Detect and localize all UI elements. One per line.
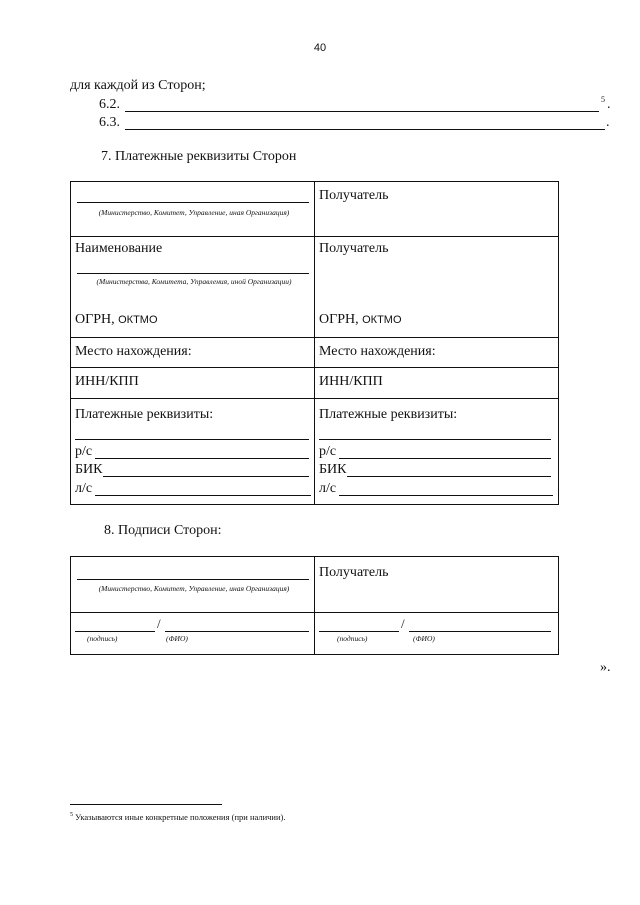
signature-org-line [77, 579, 309, 580]
location-cell-left [71, 338, 315, 368]
signature-slash-right: / [401, 616, 405, 631]
payment-details-label-left: Платежные реквизиты: [75, 407, 214, 422]
name-line [77, 273, 309, 274]
item-6-2-blank-line [125, 111, 599, 112]
page-number: 40 [313, 42, 327, 54]
table-row [71, 368, 559, 399]
signature-org-cell [71, 557, 315, 613]
rs-label-left: р/с [75, 444, 93, 459]
location-cell-right [315, 338, 559, 368]
inn-cell-right [315, 368, 559, 399]
footnote-separator [70, 804, 222, 805]
oktmo-label-right: ОКТМО [362, 314, 402, 326]
signature-caption-left: (подпись) [87, 634, 118, 643]
org-caption: (Министерство, Комитет, Управление, иная Организация) [98, 208, 290, 217]
table-row [71, 237, 559, 338]
org-name-line [77, 202, 309, 203]
item-6-2-end: . [607, 97, 611, 112]
item-6-2-number: 6.2. [99, 97, 120, 112]
signature-cell-right [315, 613, 559, 655]
payment-details-line-right [319, 439, 551, 440]
location-label-right: Место нахождения: [319, 344, 436, 359]
section-8-title: 8. Подписи Сторон: [104, 523, 222, 538]
footnote [70, 812, 285, 822]
bik-line-left [103, 476, 309, 477]
inn-kpp-label-left: ИНН/КПП [75, 374, 139, 389]
inn-kpp-label-right: ИНН/КПП [319, 374, 383, 389]
table-row [71, 613, 559, 655]
bik-line-right [347, 476, 551, 477]
payment-details-label-right: Платежные реквизиты: [319, 407, 458, 422]
fio-line-left [165, 631, 309, 632]
item-6-3-end: . [606, 115, 610, 130]
signature-org-caption: (Министерство, Комитет, Управление, иная Организация) [98, 584, 290, 593]
fio-caption-left: (ФИО) [166, 634, 188, 643]
ogrn-label-right: ОГРН, [319, 312, 359, 327]
signature-slash-left: / [157, 616, 161, 631]
rs-line-right [339, 458, 551, 459]
table-row [71, 182, 559, 237]
signature-cell-left [71, 613, 315, 655]
item-6-3-number: 6.3. [99, 115, 120, 130]
inn-cell-left [71, 368, 315, 399]
ls-line-right [339, 495, 553, 496]
signature-recipient-label: Получатель [319, 565, 389, 580]
signature-line-left [75, 631, 155, 632]
ls-label-right: л/с [319, 481, 337, 496]
footnote-text: Указываются иные конкретные положения (при наличии). [75, 812, 286, 822]
bank-details-cell-left [71, 399, 315, 505]
table-row [71, 338, 559, 368]
ogrn-label-left: ОГРН, [75, 312, 115, 327]
bik-label-left: БИК [75, 462, 103, 477]
signatures-table [70, 556, 559, 655]
payment-details-table [70, 181, 559, 505]
name-caption: (Министерства, Комитета, Управления, иной Организации) [96, 277, 292, 286]
signature-line-right [319, 631, 399, 632]
table-row [71, 399, 559, 505]
recipient-header-cell [315, 182, 559, 237]
ls-line-left [95, 495, 311, 496]
rs-line-left [95, 458, 309, 459]
org-name-cell [71, 182, 315, 237]
section-7-title: 7. Платежные реквизиты Сторон [101, 149, 297, 164]
rs-label-right: р/с [319, 444, 337, 459]
payment-details-line-left [75, 439, 309, 440]
oktmo-label-left: ОКТМО [118, 314, 158, 326]
location-label-left: Место нахождения: [75, 344, 192, 359]
bik-label-right: БИК [319, 462, 347, 477]
bank-details-cell-right [315, 399, 559, 505]
signature-caption-right: (подпись) [337, 634, 368, 643]
fio-line-right [409, 631, 551, 632]
footnote-mark: 5 [70, 812, 73, 819]
ls-label-left: л/с [75, 481, 93, 496]
name-label: Наименование [75, 241, 163, 256]
intro-line: для каждой из Сторон; [70, 78, 206, 93]
fio-caption-right: (ФИО) [413, 634, 435, 643]
footnote-ref-5: 5 [601, 95, 605, 104]
name-cell-left [71, 237, 315, 338]
closing-quote: ». [600, 660, 611, 675]
table-row [71, 557, 559, 613]
name-cell-right [315, 237, 559, 338]
recipient-name-label: Получатель [319, 241, 389, 256]
recipient-label: Получатель [319, 188, 389, 203]
item-6-3-blank-line [125, 129, 605, 130]
signature-recipient-cell [315, 557, 559, 613]
